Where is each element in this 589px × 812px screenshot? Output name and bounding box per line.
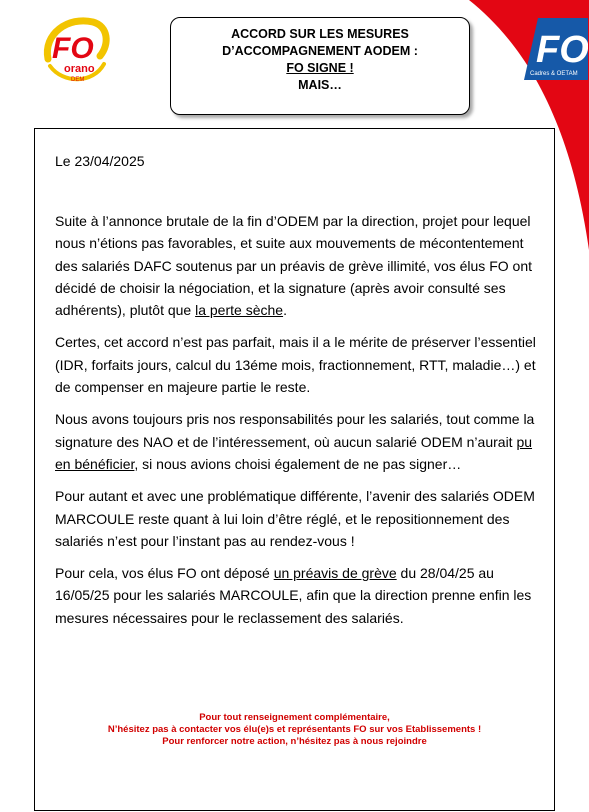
letter-box — [34, 128, 555, 811]
p5-text: Pour cela, vos élus FO ont déposé — [55, 565, 274, 582]
footer-line-3: Pour renforcer notre action, n’hésitez pas à nous rejoindre — [162, 736, 427, 747]
logo-cadres-text: Cadres & OETAM — [530, 71, 578, 77]
paragraph-2: Certes, cet accord n’est pas parfait, mais il a le mérite de préserver l’essentiel (IDR, forfaits jours, calcul du 13éme mois, fractionnement, RTT, maladie…) et de compenser en majeure partie le reste. — [55, 334, 536, 396]
title-line-1: ACCORD SUR LES MESURES — [231, 27, 409, 41]
fo-orano-logo — [38, 14, 112, 88]
p3-end: , si nous avions choisi également de ne pas signer… — [134, 455, 462, 472]
title-line-2: D’ACCOMPAGNEMENT AODEM : — [222, 44, 418, 58]
fo-orano-logo-graphic — [38, 14, 112, 88]
p5-underlined: un préavis de grève — [273, 565, 397, 582]
p5-end: du 28/04/25 au 16/05/25 pour les salariés MARCOULE, afin que la direction prenne enfin les mesures nécessaires pour le reclassement des salariés. — [55, 565, 532, 626]
logo-fo-text: FO — [52, 32, 94, 65]
p1-underlined: la perte sèche — [195, 302, 284, 319]
title-line-4: MAIS… — [298, 78, 342, 92]
paragraph-5 — [55, 562, 537, 629]
letter-body — [55, 210, 537, 639]
p3-underlined: pu en bénéficier — [55, 433, 533, 472]
footer-line-1: Pour tout renseignement complémentaire, — [199, 712, 390, 723]
title-box — [170, 17, 470, 115]
logo-orano-text: orano — [64, 63, 95, 75]
paragraph-1 — [55, 210, 537, 321]
letter-date: Le 23/04/2025 — [55, 153, 145, 169]
title-line-3: FO SIGNE ! — [286, 61, 354, 75]
p1-text: Suite à l’annonce brutale de la fin d’ODEM par la direction, projet pour lequel nous n’étions pas favorables, et suite aux mouvements de mécontentement des salariés DAFC soutenus par un préavis de grève illimité, vos élus FO ont décidé de choisir la négociation, et la signature (après avoir consulté ses adhérents), plutôt que — [55, 213, 532, 319]
paragraph-3 — [55, 408, 537, 475]
logo-fo-text-right: FO — [536, 29, 588, 71]
logo-dem-text: DEM — [71, 77, 85, 83]
paragraph-4: Pour autant et avec une problématique différente, l’avenir des salariés ODEM MARCOULE reste quant à lui loin d’être réglé, et le repositionnement des salariés n’est pour l’instant pas au rendez-vous ! — [55, 488, 535, 549]
fo-cadres-logo — [524, 18, 588, 80]
p3-text: Nous avons toujours pris nos responsabilités pour les salariés, tout comme la signature des NAO et de l’intéressement, où aucun salarié ODEM n’aurait — [55, 411, 535, 450]
fo-cadres-logo-graphic — [524, 18, 588, 80]
p1-end: . — [283, 302, 287, 319]
footer-contact — [35, 712, 554, 748]
footer-line-2: N’hésitez pas à contacter vos élu(e)s et représentants FO sur vos Etablissements ! — [107, 724, 482, 735]
